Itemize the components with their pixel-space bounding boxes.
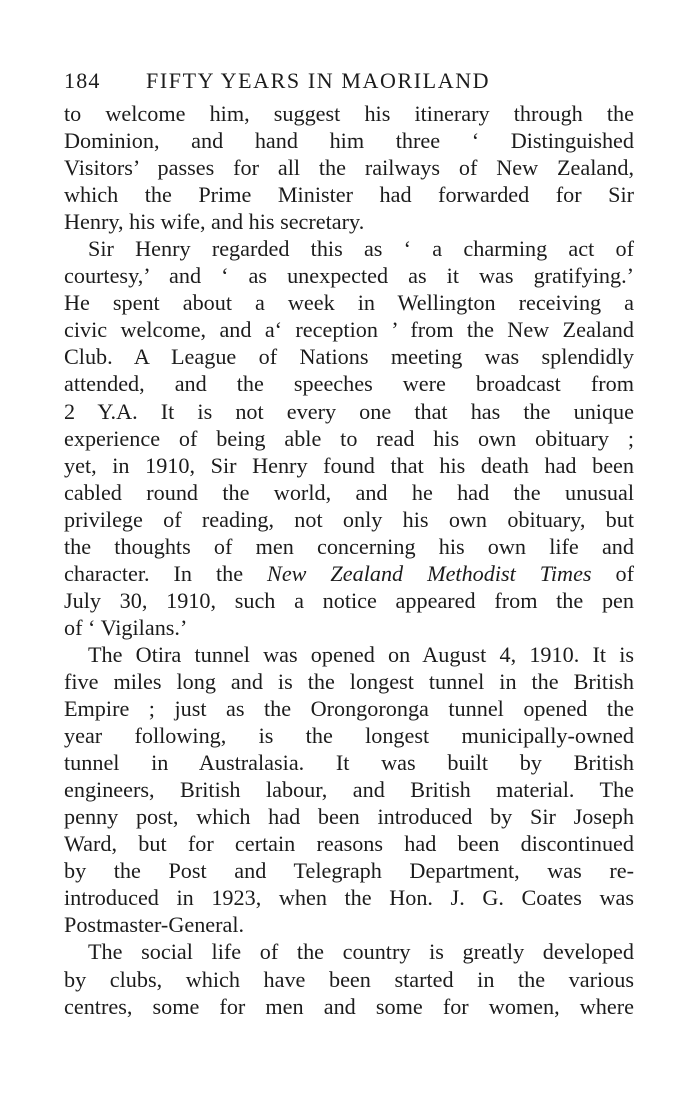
text-line: Club. A League of Nations meeting was splendidly: [64, 344, 634, 370]
text-line: Dominion, and hand him three ‘ Distinguished: [64, 128, 634, 154]
text-line: which the Prime Minister had forwarded for Sir: [64, 182, 634, 208]
text-line: experience of being able to read his own obituary ;: [64, 425, 634, 451]
text-line: of ‘ Vigilans.’: [64, 614, 188, 640]
publication-title: New Zealand Methodist Times: [267, 560, 592, 586]
paragraph-social-life: [64, 938, 634, 1019]
page-number: 184: [64, 68, 101, 93]
text-line: courtesy,’ and ‘ as unexpected as it was gratifying.’: [64, 263, 634, 289]
text-line: Henry, his wife, and his secretary.: [64, 209, 365, 235]
text-line: The Otira tunnel was opened on August 4, 1910. It is: [88, 641, 634, 667]
paragraph-welcome: [64, 100, 634, 235]
text-line: 2 Y.A. It is not every one that has the unique: [64, 398, 634, 424]
text-segment: of: [591, 560, 635, 586]
book-page: [64, 60, 634, 1020]
text-line: engineers, British labour, and British material. The: [64, 777, 634, 803]
text-line: year following, is the longest municipally-owned: [64, 723, 634, 749]
text-line: Visitors’ passes for all the railways of New Zealand,: [64, 155, 634, 181]
text-line: tunnel in Australasia. It was built by British: [64, 750, 634, 776]
text-line: Sir Henry regarded this as ‘ a charming act of: [88, 236, 634, 262]
text-line: the thoughts of men concerning his own life and: [64, 533, 634, 559]
text-line: introduced in 1923, when the Hon. J. G. Coates was: [64, 885, 634, 911]
text-line: by clubs, which have been started in the various: [64, 966, 634, 992]
text-line: Postmaster-General.: [64, 912, 245, 938]
running-title: FIFTY YEARS IN MAORILAND: [146, 68, 491, 93]
text-line: July 30, 1910, such a notice appeared from the pen: [64, 587, 634, 613]
text-segment: character. In the: [64, 560, 268, 586]
paragraph-sir-henry: [64, 235, 634, 641]
text-line-with-italic-title: [64, 560, 634, 587]
text-line: yet, in 1910, Sir Henry found that his death had been: [64, 452, 634, 478]
paragraph-otira-tunnel: [64, 641, 634, 939]
text-line: cabled round the world, and he had the unusual: [64, 479, 634, 505]
text-line: Ward, but for certain reasons had been discontinued: [64, 831, 634, 857]
running-head: [64, 60, 634, 100]
text-line: Empire ; just as the Orongoronga tunnel opened the: [64, 696, 634, 722]
text-line: He spent about a week in Wellington receiving a: [64, 290, 634, 316]
text-line: civic welcome, and a‘ reception ’ from the New Zealand: [64, 317, 634, 343]
text-line: privilege of reading, not only his own obituary, but: [64, 506, 634, 532]
text-line: to welcome him, suggest his itinerary through the: [64, 101, 634, 126]
text-line: five miles long and is the longest tunnel in the British: [64, 668, 634, 694]
body-text: [64, 100, 634, 1020]
text-line: by the Post and Telegraph Department, was re-: [64, 858, 634, 884]
text-line: The social life of the country is greatly developed: [88, 939, 634, 965]
text-line: attended, and the speeches were broadcast from: [64, 371, 634, 397]
text-line: penny post, which had been introduced by Sir Joseph: [64, 804, 634, 830]
text-line: centres, some for men and some for women, where: [64, 993, 634, 1019]
